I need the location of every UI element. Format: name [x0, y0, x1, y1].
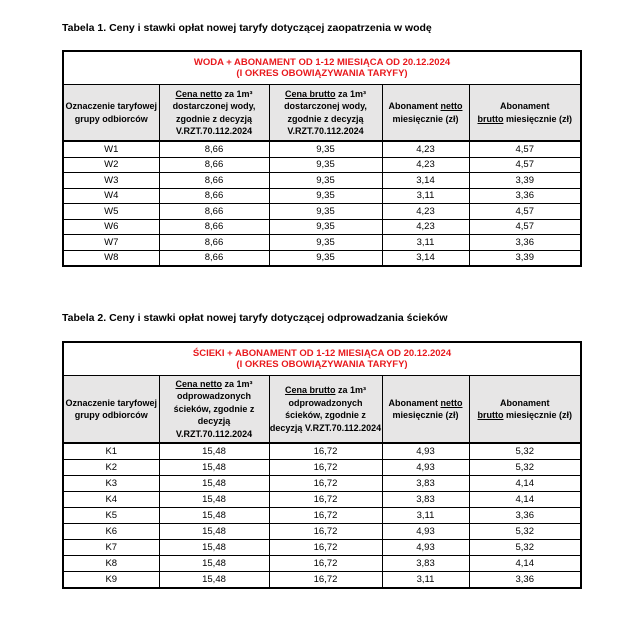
table-row — [63, 173, 581, 189]
cell-group-code: W3 — [63, 173, 159, 189]
cell-sub-gross: 4,14 — [469, 476, 581, 492]
cell-group-code: W5 — [63, 204, 159, 220]
cell-sub-gross: 4,14 — [469, 492, 581, 508]
cell-net-price: 8,66 — [159, 204, 269, 220]
header-gross-price-label: Cena brutto — [284, 385, 336, 395]
table-row — [63, 141, 581, 157]
header-net-price-desc: za 1m³ odprowadzonych ścieków, zgodnie z decyzją V.RZT.70.112.2024 — [173, 378, 255, 439]
header-sub-net — [382, 376, 469, 444]
header-sub-gross-a: Abonament — [500, 397, 550, 408]
table-row — [63, 443, 581, 460]
table-row — [63, 524, 581, 540]
cell-sub-net: 4,23 — [382, 219, 469, 235]
table-row — [63, 204, 581, 220]
cell-sub-net: 4,23 — [382, 141, 469, 157]
header-sub-gross-u: brutto — [477, 113, 504, 124]
header-net-price-label: Cena netto — [175, 378, 222, 389]
cell-net-price: 8,66 — [159, 235, 269, 251]
cell-sub-net: 3,14 — [382, 250, 469, 266]
water-tariff-table — [62, 50, 582, 267]
table-row — [63, 572, 581, 589]
cell-gross-price: 9,35 — [269, 157, 382, 173]
cell-net-price: 15,48 — [159, 508, 269, 524]
cell-sub-net: 4,23 — [382, 204, 469, 220]
cell-sub-net: 3,11 — [382, 188, 469, 204]
cell-gross-price: 9,35 — [269, 141, 382, 157]
cell-gross-price: 9,35 — [269, 250, 382, 266]
table-row — [63, 219, 581, 235]
cell-sub-gross: 4,57 — [469, 219, 581, 235]
header-gross-price — [269, 376, 382, 444]
cell-group-code: W1 — [63, 141, 159, 157]
header-sub-gross — [469, 85, 581, 142]
header-group: Oznaczenie taryfowej grupy odbiorców — [63, 85, 159, 142]
sewage-tariff-table — [62, 341, 582, 589]
cell-group-code: K5 — [63, 508, 159, 524]
header-net-price — [159, 85, 269, 142]
table-row — [63, 250, 581, 266]
cell-sub-gross: 3,36 — [469, 235, 581, 251]
cell-net-price: 8,66 — [159, 157, 269, 173]
cell-group-code: K3 — [63, 476, 159, 492]
cell-net-price: 8,66 — [159, 173, 269, 189]
table2-title-line2: (I OKRES OBOWIĄZYWANIA TARYFY) — [236, 359, 408, 370]
cell-gross-price: 16,72 — [269, 524, 382, 540]
cell-group-code: K7 — [63, 540, 159, 556]
header-sub-net-b: miesięcznie (zł) — [392, 410, 459, 420]
cell-sub-net: 3,83 — [382, 556, 469, 572]
header-group: Oznaczenie taryfowej grupy odbiorców — [63, 376, 159, 444]
table-row — [63, 188, 581, 204]
cell-sub-gross: 4,57 — [469, 157, 581, 173]
cell-net-price: 15,48 — [159, 572, 269, 589]
table1-title-line1: WODA + ABONAMENT OD 1-12 MIESIĄCA OD 20.12.2024 — [193, 57, 451, 68]
cell-sub-net: 3,83 — [382, 476, 469, 492]
cell-gross-price: 9,35 — [269, 188, 382, 204]
table-row — [63, 508, 581, 524]
cell-group-code: W6 — [63, 219, 159, 235]
header-sub-net — [382, 85, 469, 142]
cell-group-code: K8 — [63, 556, 159, 572]
header-gross-price — [269, 85, 382, 142]
cell-group-code: K9 — [63, 572, 159, 589]
cell-gross-price: 9,35 — [269, 219, 382, 235]
cell-sub-net: 3,11 — [382, 235, 469, 251]
cell-sub-net: 3,83 — [382, 492, 469, 508]
header-sub-gross-b: miesięcznie (zł) — [503, 410, 573, 420]
cell-sub-net: 4,93 — [382, 460, 469, 476]
header-net-price-label: Cena netto — [175, 88, 222, 99]
cell-sub-gross: 4,57 — [469, 141, 581, 157]
cell-gross-price: 16,72 — [269, 476, 382, 492]
cell-sub-net: 3,14 — [382, 173, 469, 189]
cell-group-code: K6 — [63, 524, 159, 540]
cell-sub-gross: 3,36 — [469, 572, 581, 589]
table2-title — [63, 342, 581, 376]
cell-sub-gross: 5,32 — [469, 443, 581, 460]
table-row — [63, 460, 581, 476]
cell-gross-price: 16,72 — [269, 556, 382, 572]
cell-group-code: K2 — [63, 460, 159, 476]
table-row — [63, 476, 581, 492]
table1-header-row — [63, 85, 581, 142]
header-sub-net-u: netto — [440, 397, 463, 408]
table1-title-line2: (I OKRES OBOWIĄZYWANIA TARYFY) — [236, 68, 408, 79]
cell-gross-price: 16,72 — [269, 492, 382, 508]
cell-sub-gross: 5,32 — [469, 524, 581, 540]
table-row — [63, 157, 581, 173]
header-sub-gross-a: Abonament — [500, 101, 550, 111]
cell-sub-net: 3,11 — [382, 572, 469, 589]
cell-net-price: 15,48 — [159, 443, 269, 460]
cell-net-price: 15,48 — [159, 460, 269, 476]
table2-caption: Tabela 2. Ceny i stawki opłat nowej taryfy dotyczącej odprowadzania ścieków — [62, 312, 448, 324]
cell-net-price: 15,48 — [159, 476, 269, 492]
cell-gross-price: 9,35 — [269, 235, 382, 251]
cell-net-price: 8,66 — [159, 188, 269, 204]
cell-sub-gross: 4,14 — [469, 556, 581, 572]
header-net-price-desc: za 1m³ dostarczonej wody, zgodnie z decyzją V.RZT.70.112.2024 — [172, 88, 256, 136]
cell-sub-net: 4,93 — [382, 443, 469, 460]
cell-net-price: 8,66 — [159, 219, 269, 235]
header-sub-net-b: miesięcznie (zł) — [392, 113, 459, 124]
header-gross-price-desc: za 1m³ odprowadzonych ścieków, zgodnie z decyzją V.RZT.70.112.2024 — [269, 385, 382, 433]
cell-sub-gross: 3,36 — [469, 188, 581, 204]
cell-net-price: 15,48 — [159, 524, 269, 540]
cell-sub-gross: 3,39 — [469, 173, 581, 189]
header-gross-price-desc: za 1m³ dostarczonej wody, zgodnie z decyzją V.RZT.70.112.2024 — [284, 88, 367, 136]
cell-sub-gross: 5,32 — [469, 460, 581, 476]
cell-gross-price: 16,72 — [269, 443, 382, 460]
table2-header-row — [63, 376, 581, 444]
header-sub-net-a: Abonament — [388, 397, 441, 408]
cell-gross-price: 16,72 — [269, 572, 382, 589]
cell-gross-price: 9,35 — [269, 204, 382, 220]
cell-group-code: K1 — [63, 443, 159, 460]
cell-net-price: 15,48 — [159, 540, 269, 556]
cell-sub-net: 4,93 — [382, 540, 469, 556]
header-gross-price-label: Cena brutto — [284, 88, 336, 99]
cell-sub-gross: 3,36 — [469, 508, 581, 524]
cell-net-price: 8,66 — [159, 250, 269, 266]
cell-group-code: W8 — [63, 250, 159, 266]
cell-net-price: 15,48 — [159, 556, 269, 572]
cell-gross-price: 16,72 — [269, 540, 382, 556]
cell-sub-net: 4,23 — [382, 157, 469, 173]
cell-sub-gross: 4,57 — [469, 204, 581, 220]
cell-net-price: 8,66 — [159, 141, 269, 157]
cell-group-code: K4 — [63, 492, 159, 508]
cell-group-code: W2 — [63, 157, 159, 173]
header-sub-gross — [469, 376, 581, 444]
table2-title-line1: ŚCIEKI + ABONAMENT OD 1-12 MIESIĄCA OD 20.12.2024 — [192, 348, 452, 359]
header-sub-net-u: netto — [440, 101, 463, 111]
header-net-price — [159, 376, 269, 444]
header-sub-net-a: Abonament — [388, 101, 441, 111]
cell-sub-gross: 3,39 — [469, 250, 581, 266]
table-row — [63, 556, 581, 572]
cell-sub-gross: 5,32 — [469, 540, 581, 556]
table-row — [63, 540, 581, 556]
cell-gross-price: 16,72 — [269, 460, 382, 476]
cell-group-code: W4 — [63, 188, 159, 204]
cell-sub-net: 3,11 — [382, 508, 469, 524]
table1-caption: Tabela 1. Ceny i stawki opłat nowej taryfy dotyczącej zaopatrzenia w wodę — [62, 22, 432, 34]
table-row — [63, 492, 581, 508]
header-sub-gross-u: brutto — [477, 410, 504, 420]
cell-group-code: W7 — [63, 235, 159, 251]
header-sub-gross-b: miesięcznie (zł) — [503, 113, 573, 124]
table-row — [63, 235, 581, 251]
table1-title — [63, 51, 581, 85]
cell-gross-price: 16,72 — [269, 508, 382, 524]
cell-sub-net: 4,93 — [382, 524, 469, 540]
cell-net-price: 15,48 — [159, 492, 269, 508]
cell-gross-price: 9,35 — [269, 173, 382, 189]
